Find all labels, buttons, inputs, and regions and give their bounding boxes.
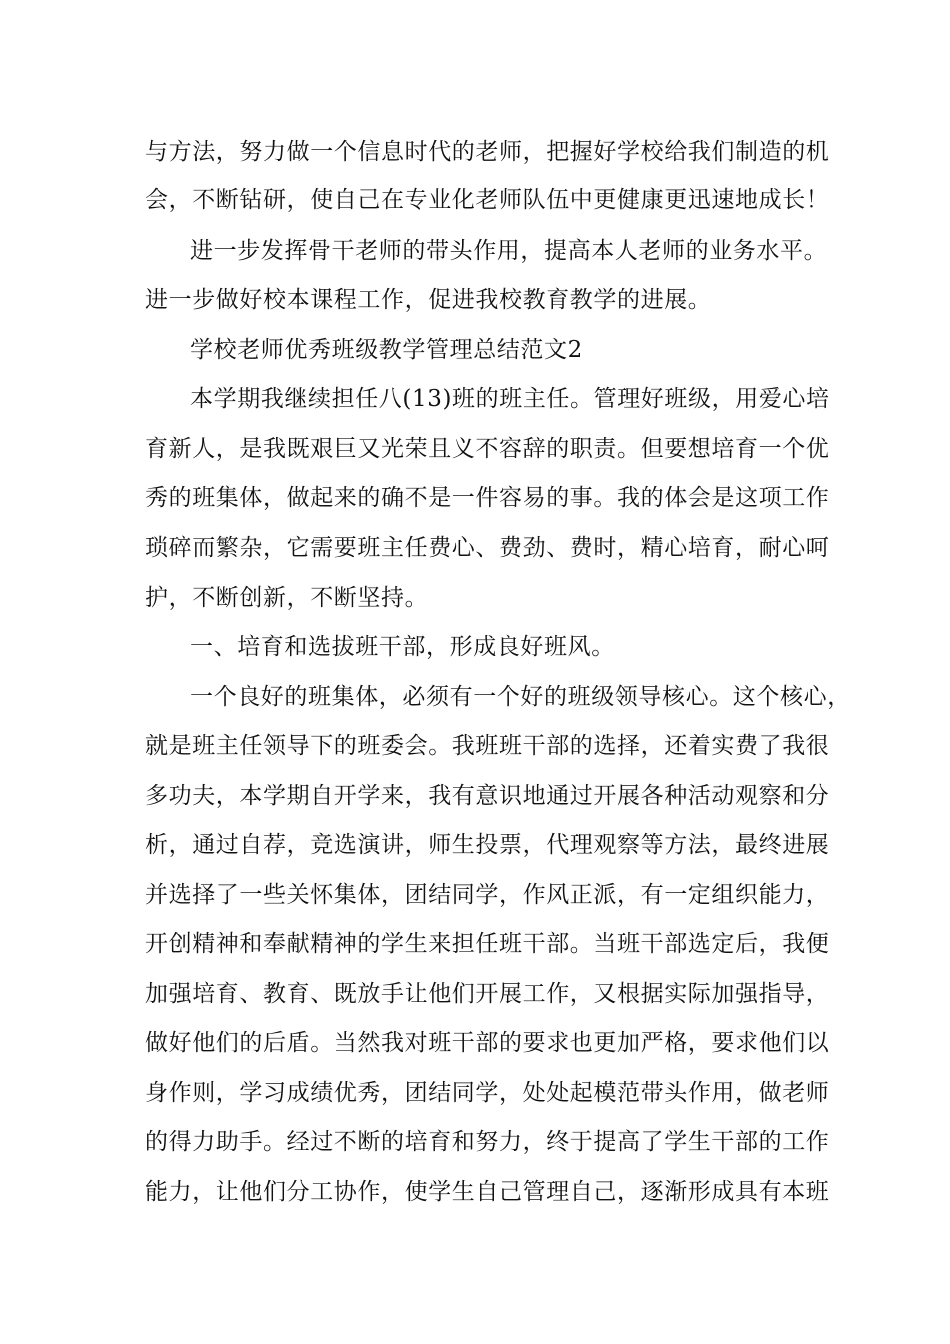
text-line-22: 能力，让他们分工协作，使学生自己管理自己，逐渐形成具有本班 [145,1179,830,1205]
text-line-21: 的得力助手。经过不断的培育和努力，终于提高了学生干部的工作 [145,1129,830,1155]
text-line-8: 秀的班集体，做起来的确不是一件容易的事。我的体会是这项工作 [145,485,830,511]
text-line-14: 多功夫，本学期自开学来，我有意识地通过开展各种活动观察和分 [145,783,830,809]
text-line-15: 析，通过自荐，竞选演讲，师生投票，代理观察等方法，最终进展 [145,832,830,858]
text-line-17: 开创精神和奉献精神的学生来担任班干部。当班干部选定后，我便 [145,931,830,957]
text-line-2: 会，不断钻研，使自己在专业化老师队伍中更健康更迅速地成长！ [145,187,830,213]
section-heading: 学校老师优秀班级教学管理总结范文2 [190,337,583,363]
text-line-7: 育新人，是我既艰巨又光荣且义不容辞的职责。但要想培育一个优 [145,436,830,462]
text-line-16: 并选择了一些关怀集体，团结同学，作风正派，有一定组织能力， [145,882,830,908]
text-line-4: 进一步做好校本课程工作，促进我校教育教学的进展。 [145,287,712,313]
paragraph-first-line: 进一步发挥骨干老师的带头作用，提高本人老师的业务水平。 [190,238,828,264]
paragraph-first-line: 本学期我继续担任八(13)班的班主任。管理好班级，用爱心培 [190,386,830,412]
paragraph-first-line: 一个良好的班集体，必须有一个好的班级领导核心。这个核心， [190,684,851,710]
subsection-heading: 一、培育和选拔班干部，形成良好班风。 [190,634,615,660]
text-line-9: 琐碎而繁杂，它需要班主任费心、费劲、费时，精心培育，耐心呵 [145,535,830,561]
text-line-1: 与方法，努力做一个信息时代的老师，把握好学校给我们制造的机 [145,139,830,165]
text-line-18: 加强培育、教育、既放手让他们开展工作，又根据实际加强指导， [145,981,830,1007]
text-line-10: 护，不断创新，不断坚持。 [145,585,429,611]
text-line-19: 做好他们的后盾。当然我对班干部的要求也更加严格，要求他们以 [145,1030,830,1056]
text-line-13: 就是班主任领导下的班委会。我班班干部的选择，还着实费了我很 [145,733,830,759]
text-line-20: 身作则，学习成绩优秀，团结同学，处处起模范带头作用，做老师 [145,1080,830,1106]
